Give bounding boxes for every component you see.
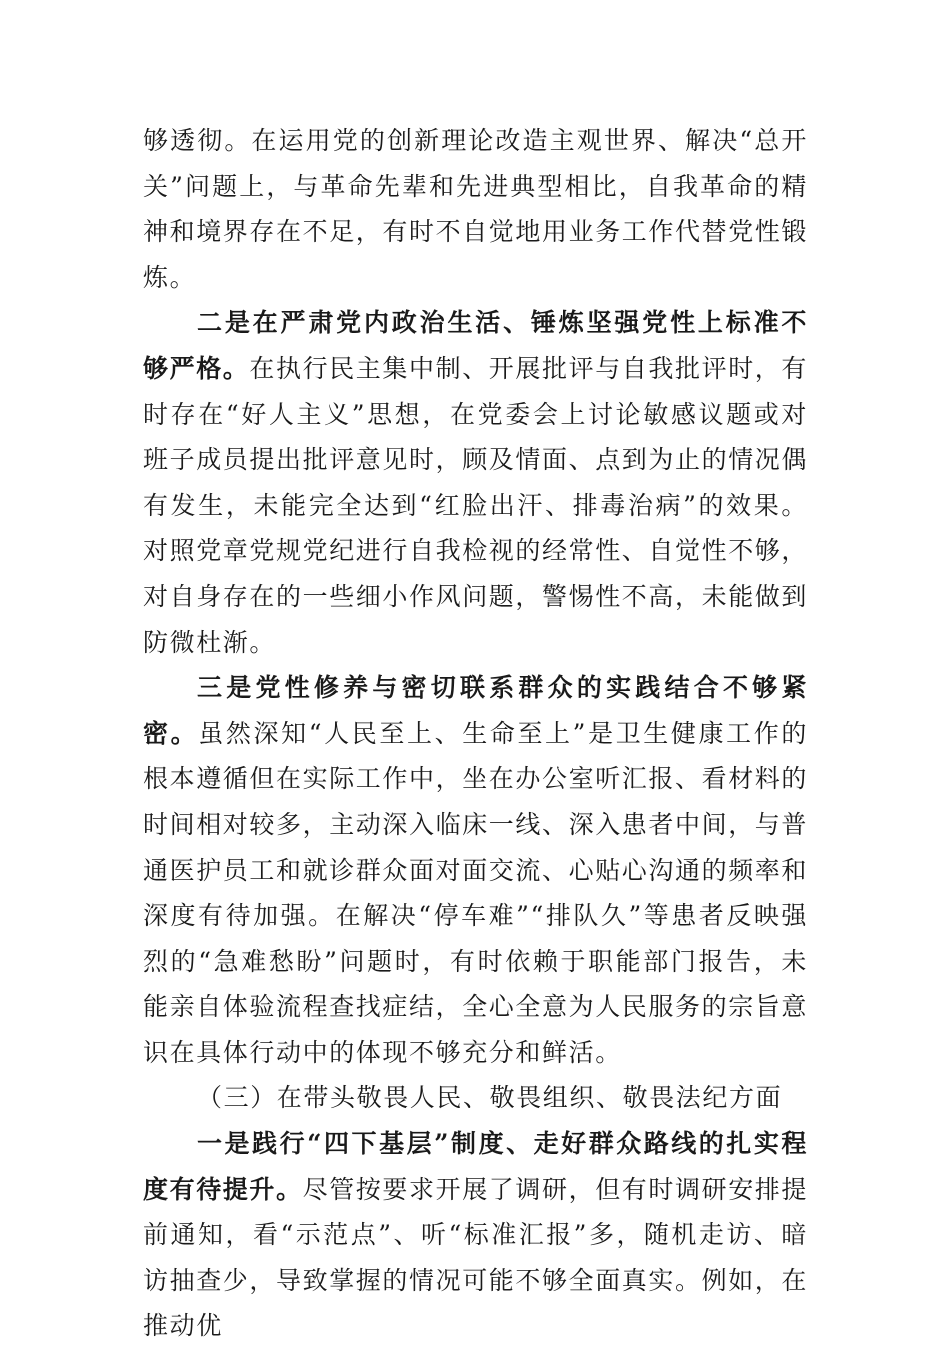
paragraph-text: 在执行民主集中制、开展批评与自我批评时，有时存在“好人主义”思想，在党委会上讨论敏感议题或对班子成员提出批评意见时，顾及情面、点到为止的情况偶有发生，未能完全达到“红脸出汗、排毒治病”的效果。对照党章党规党纪进行自我检视的经常性、自觉性不够，对自身存在的一些细小作风问题，警惕性不高，未能做到防微杜渐。 bbox=[143, 353, 809, 657]
paragraph-text: 虽然深知“人民至上、生命至上”是卫生健康工作的根本遵循但在实际工作中，坐在办公室听汇报、看材料的时间相对较多，主动深入临床一线、深入患者中间，与普通医护员工和就诊群众面对面交流、心贴心沟通的频率和深度有待加强。在解决“停车难”“排队久”等患者反映强烈的“急难愁盼”问题时，有时依赖于职能部门报告，未能亲自体验流程查找症结，全心全意为人民服务的宗旨意识在具体行动中的体现不够充分和鲜活。 bbox=[143, 718, 809, 1067]
paragraph-text: 够透彻。在运用党的创新理论改造主观世界、解决“总开关”问题上，与革命先辈和先进典型相比，自我革命的精神和境界存在不足，有时不自觉地用业务工作代替党性锻炼。 bbox=[143, 126, 809, 292]
paragraph-continuation bbox=[143, 118, 808, 300]
paragraph-lead-bold: 一是践行“四下基层”制度、走好群众路线的扎实程度有待提升。 bbox=[143, 1129, 808, 1204]
paragraph-point-two bbox=[143, 300, 808, 665]
paragraph-point-three bbox=[143, 665, 808, 1075]
paragraph-lead-bold: 二是在严肃党内政治生活、锤炼坚强党性上标准不够严格。 bbox=[143, 308, 808, 383]
section-heading: （三）在带头敬畏人民、敬畏组织、敬畏法纪方面 bbox=[197, 1083, 783, 1113]
paragraph-text: 尽管按要求开展了调研，但有时调研安排提前通知，看“示范点”、听“标准汇报”多，随机走访、暗访抽查少，导致掌握的情况可能不够全面真实。例如，在推动优 bbox=[143, 1174, 809, 1341]
paragraph-lead-bold: 三是党性修养与密切联系群众的实践结合不够紧密。 bbox=[143, 673, 808, 748]
document-body bbox=[143, 118, 808, 1349]
paragraph-point-one bbox=[143, 1121, 808, 1349]
